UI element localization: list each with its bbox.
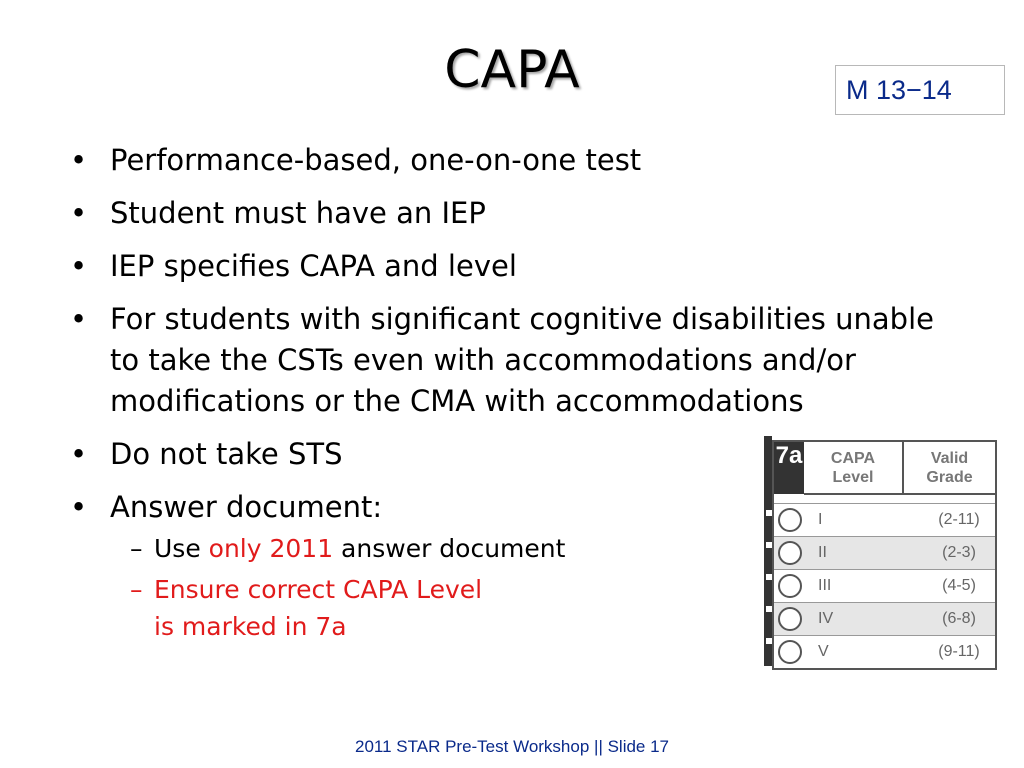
level-row — [773, 570, 996, 603]
bullet-dot-icon: • — [70, 437, 88, 471]
sub-text-prefix: Use — [154, 534, 209, 563]
bullet-dot-icon: • — [70, 490, 88, 524]
answer-bubble-icon — [778, 607, 802, 631]
bullet-dot-icon: • — [70, 302, 88, 336]
grade-label: (2-3) — [903, 537, 996, 570]
bullet-dot-icon: • — [70, 249, 88, 283]
dash-icon: – — [130, 575, 143, 604]
section-label: 7a — [773, 441, 804, 494]
capa-level-form-image — [764, 436, 999, 666]
level-label: III — [818, 577, 832, 594]
dash-icon: – — [130, 534, 143, 563]
sub-text-line2: is marked in 7a — [154, 612, 347, 641]
level-label: II — [818, 544, 827, 561]
answer-bubble-icon — [778, 541, 802, 565]
header-grade-line1: Valid — [930, 449, 969, 467]
sub-text-suffix: answer document — [333, 534, 566, 563]
column-header-grade — [903, 441, 996, 494]
level-row — [773, 504, 996, 537]
bullet-text: For students with significant cognitive disabilities unable to take the CSTs even with accommodations and/or modifications or the CMA with accommodations — [110, 302, 934, 418]
header-level-line1: CAPA — [830, 449, 876, 467]
grade-label: (9-11) — [903, 636, 996, 670]
grade-label: (6-8) — [903, 603, 996, 636]
form-edge — [764, 436, 772, 666]
grade-label: (4-5) — [903, 570, 996, 603]
slide-title: CAPA — [444, 40, 580, 100]
bullet-text: Student must have an IEP — [110, 196, 486, 230]
sub-text-highlight: only 2011 — [208, 534, 334, 563]
header-grade-line2: Grade — [926, 468, 973, 486]
bullet-item — [66, 193, 966, 234]
bullet-text: Answer document: — [110, 490, 383, 524]
level-row — [773, 537, 996, 570]
level-label: I — [818, 511, 823, 528]
sub-text-line1: Ensure correct CAPA Level — [154, 575, 483, 604]
bullet-text: Performance-based, one-on-one test — [110, 143, 642, 177]
bullet-text: Do not take STS — [110, 437, 343, 471]
slide-footer: 2011 STAR Pre-Test Workshop || Slide 17 — [354, 737, 670, 756]
bullet-item — [66, 140, 966, 181]
answer-bubble-icon — [778, 574, 802, 598]
bullet-item — [66, 299, 966, 422]
level-label: V — [818, 643, 829, 660]
bullet-dot-icon: • — [70, 143, 88, 177]
level-row — [773, 603, 996, 636]
bullet-text: IEP specifies CAPA and level — [110, 249, 517, 283]
bullet-item — [66, 246, 966, 287]
answer-bubble-icon — [778, 640, 802, 664]
column-header-level — [804, 441, 903, 494]
bullet-dot-icon: • — [70, 196, 88, 230]
reference-tag: M 13−14 — [835, 65, 1005, 115]
grade-label: (2-11) — [903, 504, 996, 537]
answer-bubble-icon — [778, 508, 802, 532]
level-row — [773, 636, 996, 670]
header-level-line2: Level — [832, 468, 874, 486]
capa-level-grid — [772, 440, 997, 670]
level-label: IV — [818, 610, 834, 627]
